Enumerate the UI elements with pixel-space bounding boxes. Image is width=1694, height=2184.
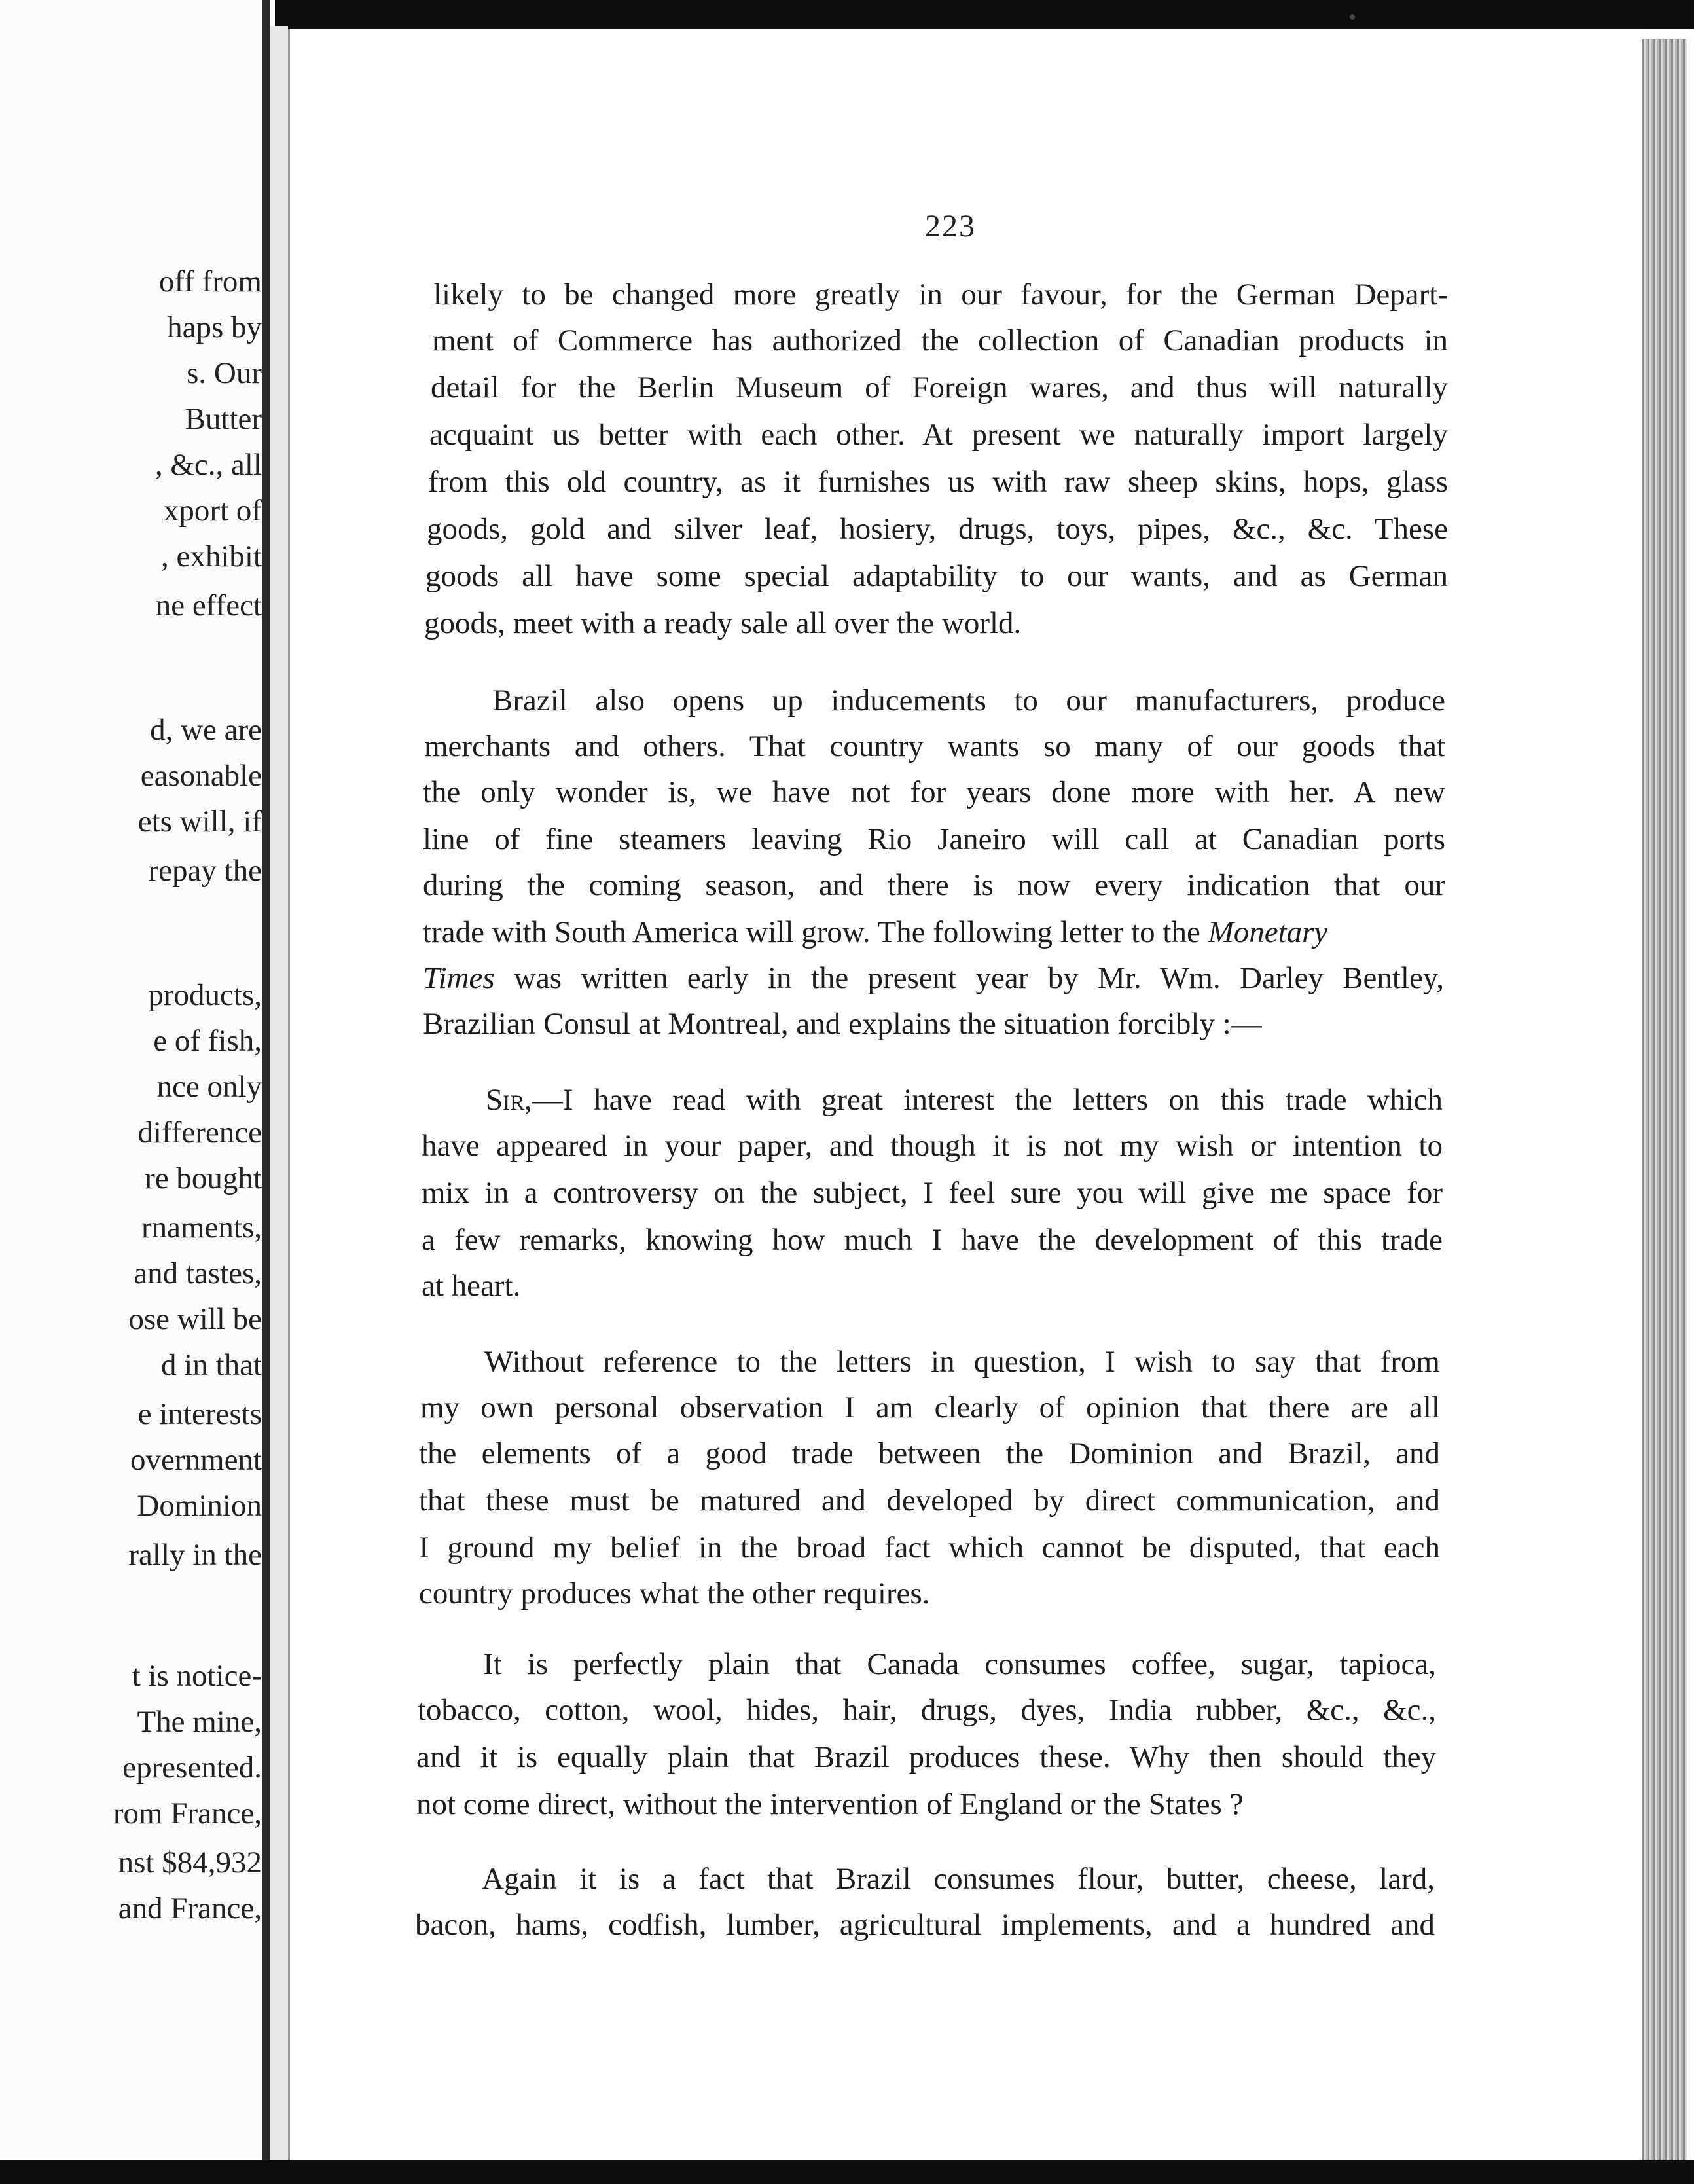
text-segment: was written early in the present year by Mr. Wm. Darley Bentley, [514, 961, 1445, 995]
scan-top-border [275, 0, 1694, 29]
left-page-line: rally in the [128, 1538, 262, 1572]
text-line: line of fine steamers leaving Rio Janeiro will call at Canadian ports [423, 822, 1445, 856]
left-page-line: xport of [163, 494, 262, 528]
text-line: Brazilian Consul at Montreal, and explains the situation forcibly :— [423, 1007, 1262, 1041]
text-line: merchants and others. That country wants so many of our goods that [424, 729, 1445, 763]
left-page-line: easonable [140, 759, 262, 793]
text-line: goods, meet with a ready sale all over the world. [424, 606, 1022, 640]
text-line: goods, gold and silver leaf, hosiery, drugs, toys, pipes, &c., &c. These [427, 512, 1448, 546]
scan-bottom-border [0, 2160, 1694, 2184]
text-line: not come direct, without the intervention of England or the States ? [416, 1787, 1244, 1821]
left-page-line: difference [137, 1116, 262, 1150]
text-segment: —I have read with great interest the letters on this trade which [532, 1083, 1443, 1117]
left-page-line: Butter [185, 402, 262, 436]
text-line: have appeared in your paper, and though it is not my wish or intention to [422, 1129, 1443, 1163]
left-page-line: nce only [156, 1070, 262, 1104]
left-page-line: overnment [130, 1443, 262, 1477]
left-page-line: and France, [118, 1891, 262, 1925]
text-segment: trade with South America will grow. The following letter to the [423, 915, 1200, 949]
text-line: Brazil also opens up inducements to our manufacturers, produce [492, 683, 1445, 718]
left-page-line: off from [158, 264, 262, 299]
salutation: Sir, [486, 1083, 532, 1117]
left-page-line: rnaments, [141, 1210, 262, 1245]
left-page-line: The mine, [137, 1705, 262, 1739]
book-gutter [262, 0, 270, 2184]
left-page-line: s. Our [187, 356, 262, 390]
italic-text: Times [423, 961, 495, 995]
text-line: Without reference to the letters in question, I wish to say that from [484, 1345, 1440, 1379]
text-line: and it is equally plain that Brazil produces these. Why then should they [416, 1740, 1436, 1774]
left-page-line: t is notice- [132, 1659, 262, 1693]
text-line: goods all have some special adaptability to our wants, and as German [425, 559, 1448, 593]
text-line: It is perfectly plain that Canada consumes coffee, sugar, tapioca, [483, 1647, 1436, 1681]
left-page-line: e interests [137, 1397, 262, 1431]
text-line: tobacco, cotton, wool, hides, hair, drugs, dyes, India rubber, &c., &c., [418, 1693, 1436, 1727]
gutter-shadow [270, 26, 288, 2184]
left-page-line: , &c., all [154, 448, 262, 482]
text-line: a few remarks, knowing how much I have the development of this trade [422, 1223, 1443, 1257]
left-page-line: epresented. [122, 1751, 262, 1785]
italic-text: Monetary [1208, 915, 1328, 949]
left-page-line: ne effect [155, 589, 262, 623]
page-edges [1642, 39, 1687, 2160]
left-page-line: and tastes, [134, 1256, 262, 1290]
left-page-line: d, we are [150, 713, 262, 747]
left-page-line: e of fish, [153, 1024, 262, 1058]
left-page [0, 0, 268, 2184]
left-page-line: rom France, [113, 1796, 262, 1830]
text-line: at heart. [422, 1269, 521, 1303]
text-line: ment of Commerce has authorized the collection of Canadian products in [432, 323, 1448, 357]
left-page-line: d in that [160, 1348, 262, 1382]
text-line: during the coming season, and there is now every indication that our [423, 868, 1445, 902]
text-line: acquaint us better with each other. At present we naturally import largely [429, 418, 1448, 452]
text-line: the only wonder is, we have not for years done more with her. A new [423, 775, 1445, 809]
text-line: Again it is a fact that Brazil consumes flour, butter, cheese, lard, [482, 1862, 1435, 1896]
text-line: the elements of a good trade between the Dominion and Brazil, and [419, 1436, 1440, 1470]
text-line: bacon, hams, codfish, lumber, agricultural implements, and a hundred and [415, 1908, 1435, 1942]
left-page-line: nst $84,932 [118, 1846, 262, 1880]
text-line: my own personal observation I am clearly of opinion that there are all [420, 1391, 1440, 1425]
left-page-line: , exhibit [160, 539, 262, 573]
scan-speck [1350, 14, 1355, 20]
text-line [423, 958, 1444, 998]
text-line: that these must be matured and developed by direct communication, and [419, 1483, 1440, 1518]
left-page-line: haps by [167, 310, 262, 344]
left-page-line: Dominion [137, 1489, 262, 1523]
left-page-line: repay the [148, 854, 262, 888]
text-line: country produces what the other requires. [419, 1576, 930, 1611]
text-line: detail for the Berlin Museum of Foreign wares, and thus will naturally [431, 371, 1448, 405]
left-page-line: re bought [145, 1161, 262, 1195]
left-page-line: products, [148, 978, 262, 1012]
left-page-line: ose will be [128, 1302, 262, 1336]
page-number: 223 [925, 209, 976, 244]
text-line [423, 913, 1444, 952]
left-page-line: ets will, if [137, 805, 262, 839]
text-line [486, 1080, 1443, 1119]
text-line: mix in a controversy on the subject, I feel sure you will give me space for [422, 1176, 1443, 1210]
text-line: from this old country, as it furnishes us with raw sheep skins, hops, glass [428, 465, 1448, 499]
text-line: I ground my belief in the broad fact which cannot be disputed, that each [419, 1531, 1440, 1565]
text-line: likely to be changed more greatly in our favour, for the German Depart- [433, 278, 1448, 312]
